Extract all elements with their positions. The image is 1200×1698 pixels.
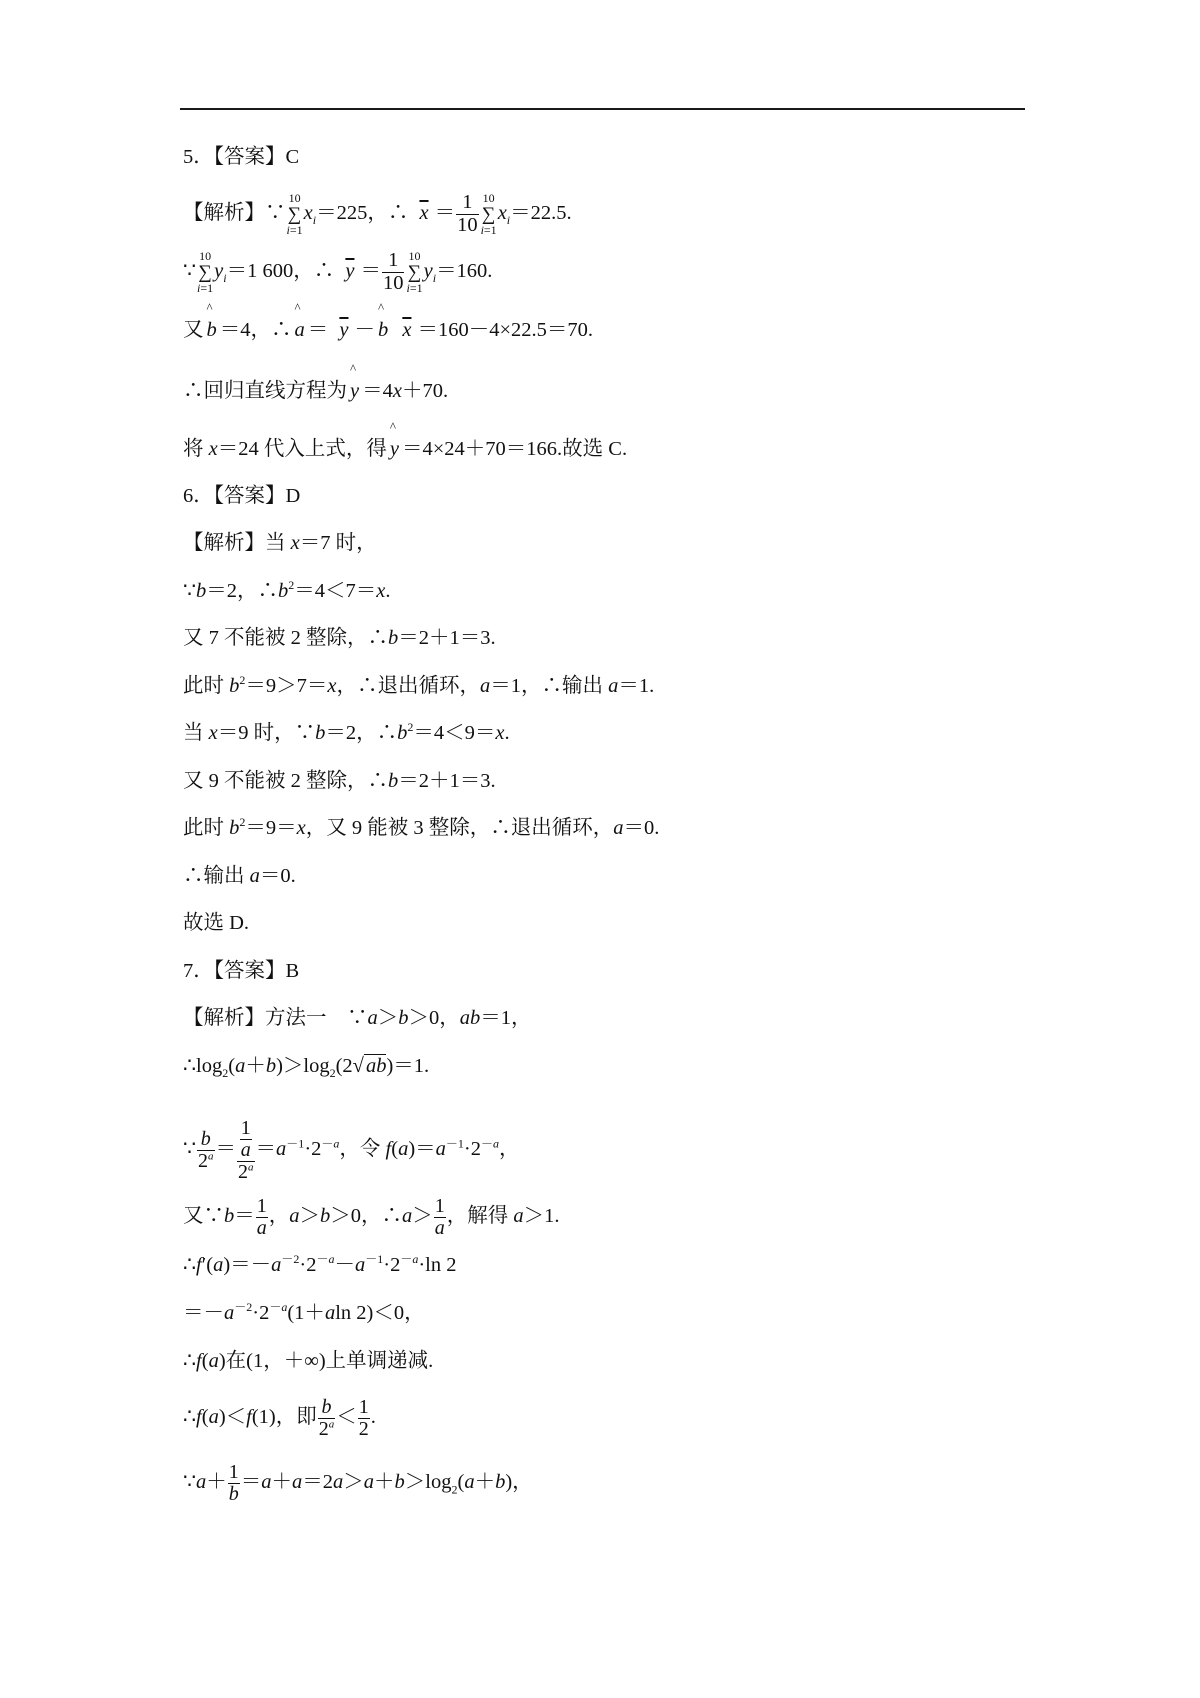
q6-line-9: 故选 D. [183, 912, 250, 934]
q6-line-7: 此时 $b^2=9=x$，又 9 能被 3 整除，∴退出循环，a＝0. [183, 815, 660, 839]
q6-line-2: ∵b＝2，$\therefore b^2=4<7=x$. [183, 578, 391, 602]
q6-line-6: 又 9 不能被 2 整除，∴b＝2＋1＝3. [183, 770, 496, 792]
header-rule [180, 108, 1025, 110]
q5-line-4: ∴回归直线方程为 ^ y ＝4x＋70. [183, 379, 448, 403]
q7-line-7: ∴f(a)在(1，＋∞)上单调递减. [183, 1350, 434, 1372]
q7-line-4: 又∵b＝ $\frac{1}{a}$ ，a＞b＞0，∴a＞ $\frac{1}{a}$ ，解得 a＞1. [183, 1195, 560, 1239]
q7-line-2: $\therefore\log_2(a+b)>\log_2(2√ab)=1$. [183, 1055, 430, 1081]
q7-line-6: $=-a^{-2}\cdot 2^{-a}(1+aln$ 2)＜0， [183, 1300, 425, 1324]
q7-line-8: ∴f(a)＜f(1)，即 $\frac{b}{2^a}$ ＜ $\frac{1}{2}$ . [183, 1396, 376, 1440]
q5-answer: 5．【答案】C [183, 146, 300, 168]
q7-line-1: 【解析】方法一 ∵a＞b＞0，ab＝1， [183, 1007, 532, 1029]
q6-line-5: 当 x＝9 时，∵b＝2，$\therefore b^2=4<9=x$. [183, 720, 510, 744]
q7-line-9: ∵a＋ $\frac{1}{b}$ $=a+a=2a>a+b>\log_2(a+b)$， [183, 1461, 533, 1505]
q5-line-5: 将 x＝24 代入上式，得 ^ y ＝4×24＋70＝166.故选 C. [183, 437, 627, 461]
q7-answer: 7．【答案】B [183, 960, 300, 982]
q6-line-8: ∴输出 a＝0. [183, 865, 296, 887]
q5-line-3: 又 ^ b ＝4，∴ ^ $a = \overline{y}$ － ^ b $\overline{x} =160-4\times 22.5=70$. [183, 318, 593, 342]
q7-line-5: $\therefore f'(a)=-a^{-2}\cdot 2^{-a}-a^{-1}\cdot 2^{-a}\cdot\ln$ 2 [183, 1252, 457, 1276]
q5-line-1: 【解析】∵ 10 ∑ i=1 $x_i=225$，∴ $\overline{x}$ ＝ $\frac{1}{10}$ 10 ∑ i=1 $x_i=22.5$. [183, 191, 572, 237]
q6-answer: 6．【答案】D [183, 485, 301, 507]
q5-line-2: ∵ 10 ∑ i=1 $y_i=1$ 600，∴ $\overline{y}$ ＝ $\frac{1}{10}$ 10 ∑ i=1 $y_i=160$. [183, 249, 493, 295]
q6-line-3: 又 7 不能被 2 整除，∴b＝2＋1＝3. [183, 627, 496, 649]
q6-line-1: 【解析】当 x＝7 时， [183, 532, 377, 554]
q7-line-3: ∵ $\frac{b}{2^a}$ ＝ $\frac{\frac{1}{a}}{2^a}$ $=a^{-1}\cdot 2^{-a}$，令 $f(a)=a^{-1}\cdot 2^{-a}$， [183, 1117, 520, 1183]
q6-line-4: 此时 $b^2=9>7=x$，∴退出循环，a＝1，∴输出 a＝1. [183, 673, 655, 697]
